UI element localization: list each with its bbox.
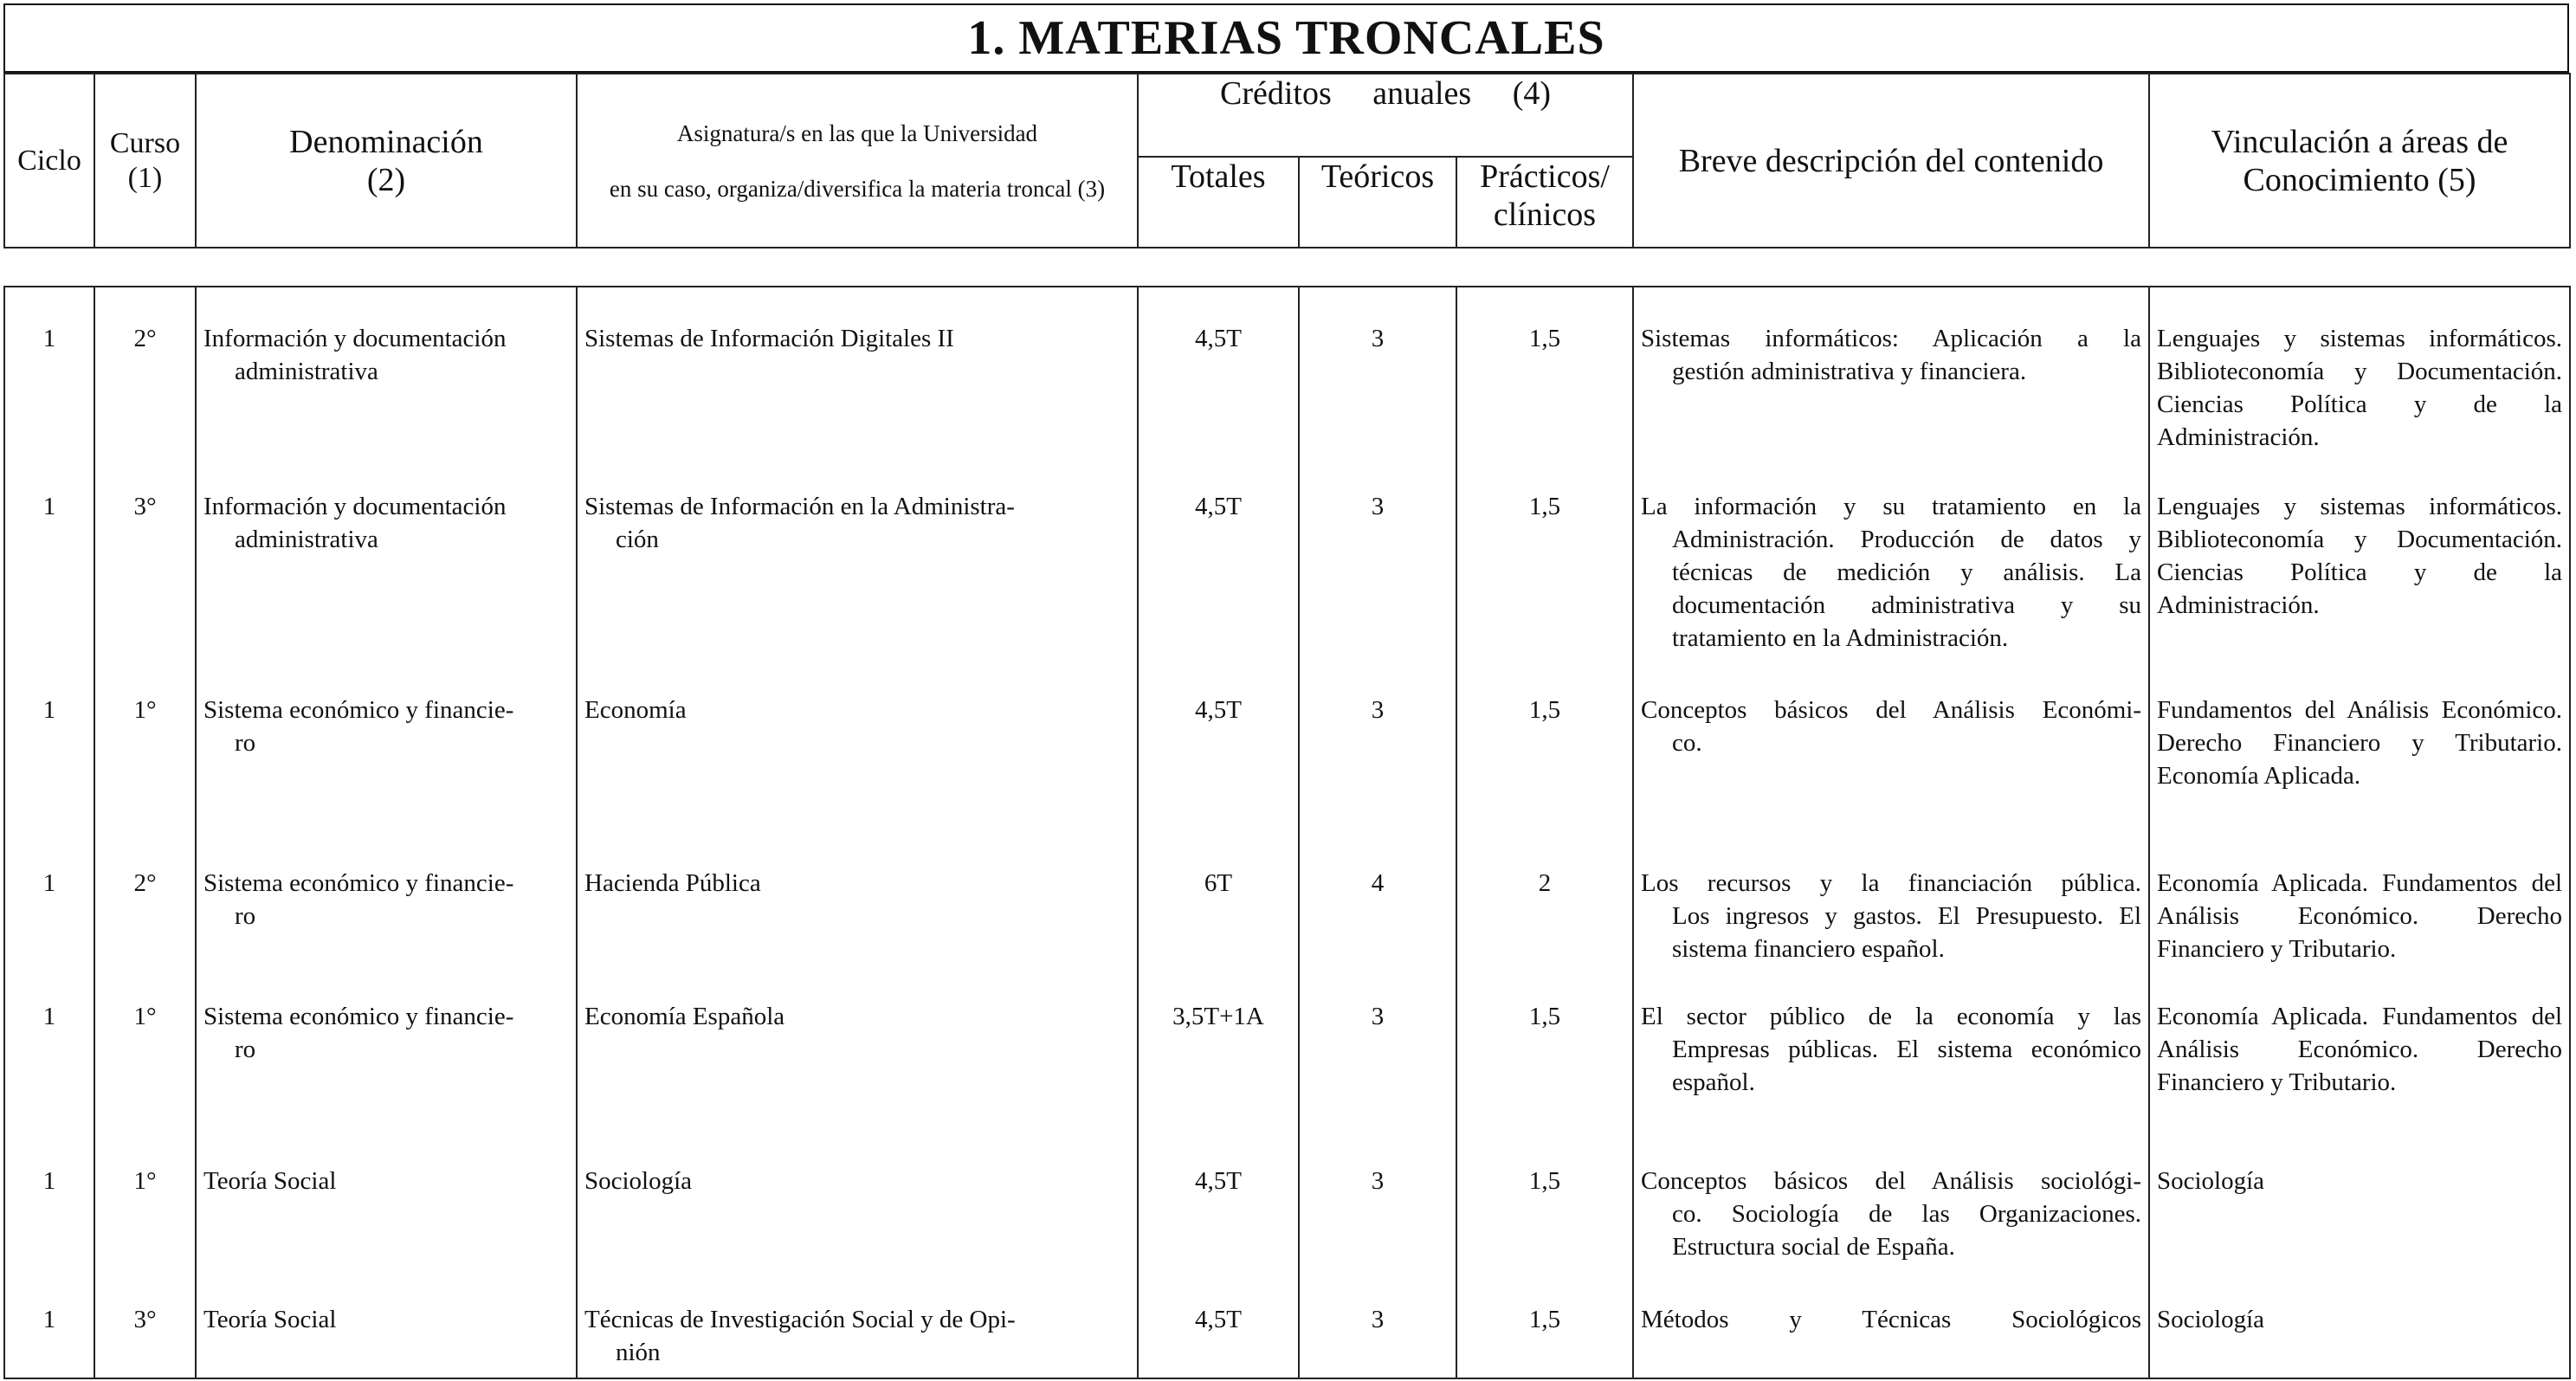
cell-ciclo: 1 xyxy=(4,287,94,455)
cell-teoricos: 3 xyxy=(1299,965,1456,1130)
cell-denominacion xyxy=(196,1130,577,1268)
cell-asignatura-line1: Sistemas de Información en la Administra- xyxy=(584,493,1015,520)
cell-practicos: 1,5 xyxy=(1456,965,1633,1130)
cell-denominacion xyxy=(196,832,577,965)
cell-totales: 4,5T xyxy=(1138,659,1299,832)
cell-descripcion-continuation: co. Sociología de las Organizaciones. Estructura social de España. xyxy=(1672,1200,2141,1261)
cell-denominacion xyxy=(196,287,577,455)
cell-denominacion xyxy=(196,455,577,659)
header-practicos: Prácticos/ clínicos xyxy=(1456,157,1633,248)
header-denominacion: Denominación (2) xyxy=(196,74,577,248)
cell-asignatura-continuation: ción xyxy=(616,526,659,553)
cell-asignatura-line1: Sistemas de Información Digitales II xyxy=(584,325,954,352)
cell-denominacion-continuation: ro xyxy=(235,1036,256,1063)
table-row xyxy=(4,287,2570,455)
cell-ciclo: 1 xyxy=(4,455,94,659)
cell-teoricos: 3 xyxy=(1299,1130,1456,1268)
cell-vinculacion: Sociología xyxy=(2149,1130,2570,1268)
header-teoricos: Teóricos xyxy=(1299,157,1456,248)
cell-vinculacion: Lenguajes y sistemas informáticos. Biblioteconomía y Documentación. Ciencias Política y de la Administración. xyxy=(2149,287,2570,455)
header-descripcion: Breve descripción del contenido xyxy=(1633,74,2149,248)
table-row xyxy=(4,1268,2570,1378)
cell-vinculacion: Fundamentos del Análisis Económico. Derecho Financiero y Tributario. Economía Aplicada. xyxy=(2149,659,2570,832)
cell-descripcion-line1: El sector público de la economía y las xyxy=(1641,1003,2141,1030)
cell-vinculacion: Sociología xyxy=(2149,1268,2570,1378)
header-creditos-anuales: Créditos anuales (4) xyxy=(1138,74,1633,157)
cell-descripcion xyxy=(1633,832,2149,965)
cell-curso: 1° xyxy=(94,965,196,1130)
cell-totales: 4,5T xyxy=(1138,455,1299,659)
cell-ciclo: 1 xyxy=(4,1268,94,1378)
cell-curso: 2° xyxy=(94,287,196,455)
cell-asignatura xyxy=(577,287,1138,455)
cell-asignatura xyxy=(577,659,1138,832)
cell-descripcion xyxy=(1633,1268,2149,1378)
cell-totales: 6T xyxy=(1138,832,1299,965)
cell-descripcion-continuation: co. xyxy=(1672,729,1702,757)
cell-descripcion-line1: Métodos y Técnicas Sociológicos xyxy=(1641,1306,2141,1333)
cell-asignatura-line1: Hacienda Pública xyxy=(584,869,761,897)
cell-denominacion-continuation: ro xyxy=(235,729,256,757)
cell-denominacion xyxy=(196,659,577,832)
cell-vinculacion: Economía Aplicada. Fundamentos del Análisis Económico. Derecho Financiero y Tributario. xyxy=(2149,965,2570,1130)
cell-descripcion xyxy=(1633,1130,2149,1268)
table-row xyxy=(4,965,2570,1130)
cell-denominacion xyxy=(196,1268,577,1378)
cell-practicos: 2 xyxy=(1456,832,1633,965)
cell-curso: 1° xyxy=(94,659,196,832)
cell-descripcion-line1: La información y su tratamiento en la xyxy=(1641,493,2141,520)
cell-ciclo: 1 xyxy=(4,965,94,1130)
cell-asignatura-line1: Técnicas de Investigación Social y de Opi- xyxy=(584,1306,1016,1333)
header-asignatura: Asignatura/s en las que la Universidad en su caso, organiza/diversifica la materia troncal (3) xyxy=(577,74,1138,248)
cell-denominacion-line1: Sistema económico y financie- xyxy=(203,696,514,724)
cell-curso: 3° xyxy=(94,1268,196,1378)
cell-denominacion-line1: Teoría Social xyxy=(203,1306,337,1333)
cell-descripcion xyxy=(1633,287,2149,455)
cell-totales: 4,5T xyxy=(1138,287,1299,455)
cell-denominacion-line1: Sistema económico y financie- xyxy=(203,869,514,897)
cell-denominacion-continuation: administrativa xyxy=(235,526,378,553)
cell-practicos: 1,5 xyxy=(1456,659,1633,832)
cell-totales: 4,5T xyxy=(1138,1268,1299,1378)
cell-descripcion-line1: Los recursos y la financiación pública. xyxy=(1641,869,2141,897)
column-header-table xyxy=(3,73,2571,248)
cell-asignatura-line1: Sociología xyxy=(584,1167,693,1195)
subjects-table xyxy=(3,286,2571,1379)
cell-asignatura-line1: Economía Española xyxy=(584,1003,785,1030)
cell-teoricos: 3 xyxy=(1299,1268,1456,1378)
table-row xyxy=(4,659,2570,832)
cell-practicos: 1,5 xyxy=(1456,1268,1633,1378)
header-vinculacion: Vinculación a áreas de Conocimiento (5) xyxy=(2149,74,2570,248)
cell-denominacion-line1: Información y documentación xyxy=(203,493,507,520)
cell-practicos: 1,5 xyxy=(1456,455,1633,659)
cell-curso: 2° xyxy=(94,832,196,965)
cell-descripcion xyxy=(1633,659,2149,832)
cell-descripcion xyxy=(1633,965,2149,1130)
header-ciclo: Ciclo xyxy=(4,74,94,248)
cell-asignatura xyxy=(577,965,1138,1130)
cell-asignatura-continuation: nión xyxy=(616,1339,661,1366)
header-curso: Curso (1) xyxy=(94,74,196,248)
cell-vinculacion: Lenguajes y sistemas informáticos. Biblioteconomía y Documentación. Ciencias Política y de la Administración. xyxy=(2149,455,2570,659)
cell-descripcion-continuation: Los ingresos y gastos. El Presupuesto. El sistema financiero español. xyxy=(1672,902,2141,963)
cell-teoricos: 4 xyxy=(1299,832,1456,965)
cell-asignatura xyxy=(577,832,1138,965)
cell-teoricos: 3 xyxy=(1299,455,1456,659)
cell-asignatura-line1: Economía xyxy=(584,696,687,724)
cell-denominacion xyxy=(196,965,577,1130)
cell-denominacion-line1: Sistema económico y financie- xyxy=(203,1003,514,1030)
cell-denominacion-line1: Teoría Social xyxy=(203,1167,337,1195)
cell-totales: 4,5T xyxy=(1138,1130,1299,1268)
table-row xyxy=(4,455,2570,659)
cell-descripcion-continuation: Empresas públicas. El sistema económico español. xyxy=(1672,1036,2141,1096)
table-row xyxy=(4,1130,2570,1268)
cell-totales: 3,5T+1A xyxy=(1138,965,1299,1130)
page-title: 1. MATERIAS TRONCALES xyxy=(3,3,2569,73)
cell-practicos: 1,5 xyxy=(1456,1130,1633,1268)
cell-descripcion-line1: Sistemas informáticos: Aplicación a la xyxy=(1641,325,2141,352)
cell-denominacion-continuation: ro xyxy=(235,902,256,930)
cell-teoricos: 3 xyxy=(1299,287,1456,455)
cell-teoricos: 3 xyxy=(1299,659,1456,832)
cell-practicos: 1,5 xyxy=(1456,287,1633,455)
table-row xyxy=(4,832,2570,965)
cell-descripcion-continuation: gestión administrativa y financiera. xyxy=(1672,358,2027,385)
cell-descripcion-line1: Conceptos básicos del Análisis Económi- xyxy=(1641,696,2141,724)
cell-descripcion-continuation: Administración. Producción de datos y técnicas de medición y análisis. La documentación administrativa y su tratamiento en la Administración. xyxy=(1672,526,2141,652)
cell-descripcion-line1: Conceptos básicos del Análisis sociológi- xyxy=(1641,1167,2141,1195)
cell-ciclo: 1 xyxy=(4,832,94,965)
header-totales: Totales xyxy=(1138,157,1299,248)
cell-denominacion-line1: Información y documentación xyxy=(203,325,507,352)
cell-ciclo: 1 xyxy=(4,659,94,832)
cell-vinculacion: Economía Aplicada. Fundamentos del Análisis Económico. Derecho Financiero y Tributario. xyxy=(2149,832,2570,965)
cell-asignatura xyxy=(577,1130,1138,1268)
cell-asignatura xyxy=(577,1268,1138,1378)
cell-curso: 1° xyxy=(94,1130,196,1268)
cell-asignatura xyxy=(577,455,1138,659)
cell-descripcion xyxy=(1633,455,2149,659)
cell-ciclo: 1 xyxy=(4,1130,94,1268)
cell-curso: 3° xyxy=(94,455,196,659)
cell-denominacion-continuation: administrativa xyxy=(235,358,378,385)
